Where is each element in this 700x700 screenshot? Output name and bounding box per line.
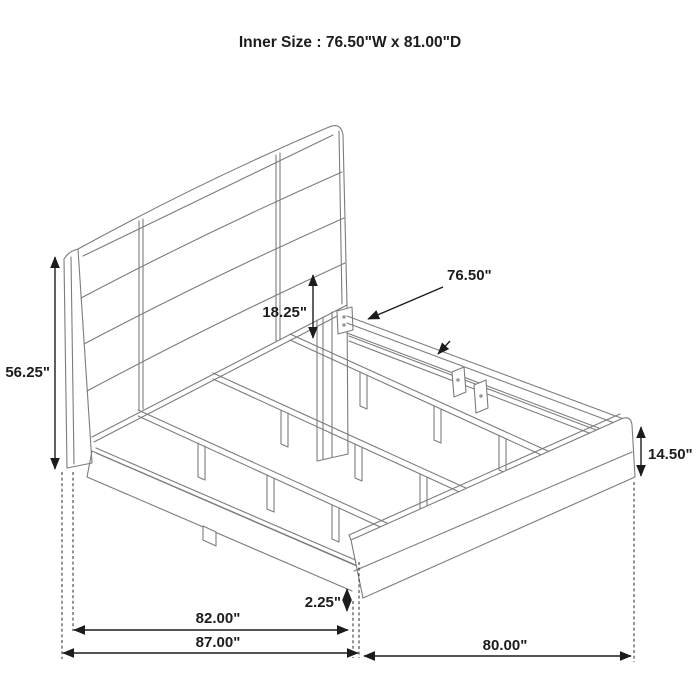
dimension-inner-width	[368, 267, 492, 354]
dim-label-width-overall: 80.00"	[482, 637, 528, 654]
dimension-footboard-height	[641, 427, 693, 476]
headboard-vertical-strips	[139, 153, 280, 410]
headboard-rail-bracket	[337, 307, 353, 334]
footboard-panel	[351, 418, 635, 598]
bed-drawing	[64, 126, 635, 598]
headboard-outline	[64, 126, 347, 468]
center-rail-bracket-plate	[474, 380, 488, 413]
dimension-headboard-height	[5, 257, 55, 469]
dimension-depth-overall	[63, 634, 358, 653]
dim-label-headboard-height: 56.25"	[5, 364, 50, 381]
center-rail-bracket-plate	[452, 367, 466, 397]
dimension-headboard-panel	[262, 275, 313, 338]
side-rail-near	[87, 448, 360, 591]
dim-label-depth-inner: 82.00"	[195, 610, 241, 627]
dimension-depth-inner	[74, 610, 348, 630]
dim-label-inner-width: 76.50"	[447, 267, 492, 284]
dim-label-footboard-base: 2.25"	[304, 594, 341, 611]
dim-label-footboard-height: 14.50"	[648, 446, 693, 463]
dim-label-headboard-panel: 18.25"	[262, 304, 307, 321]
dimension-footboard-base	[305, 589, 347, 611]
dim-leader-inner-width	[368, 287, 443, 319]
dimension-width-overall	[364, 637, 631, 656]
side-rail-near-foot	[203, 526, 216, 546]
headboard-seams	[81, 172, 345, 391]
diagram-title: Inner Size : 76.50"W x 81.00"D	[238, 34, 462, 51]
dim-label-depth-overall: 87.00"	[195, 634, 241, 651]
